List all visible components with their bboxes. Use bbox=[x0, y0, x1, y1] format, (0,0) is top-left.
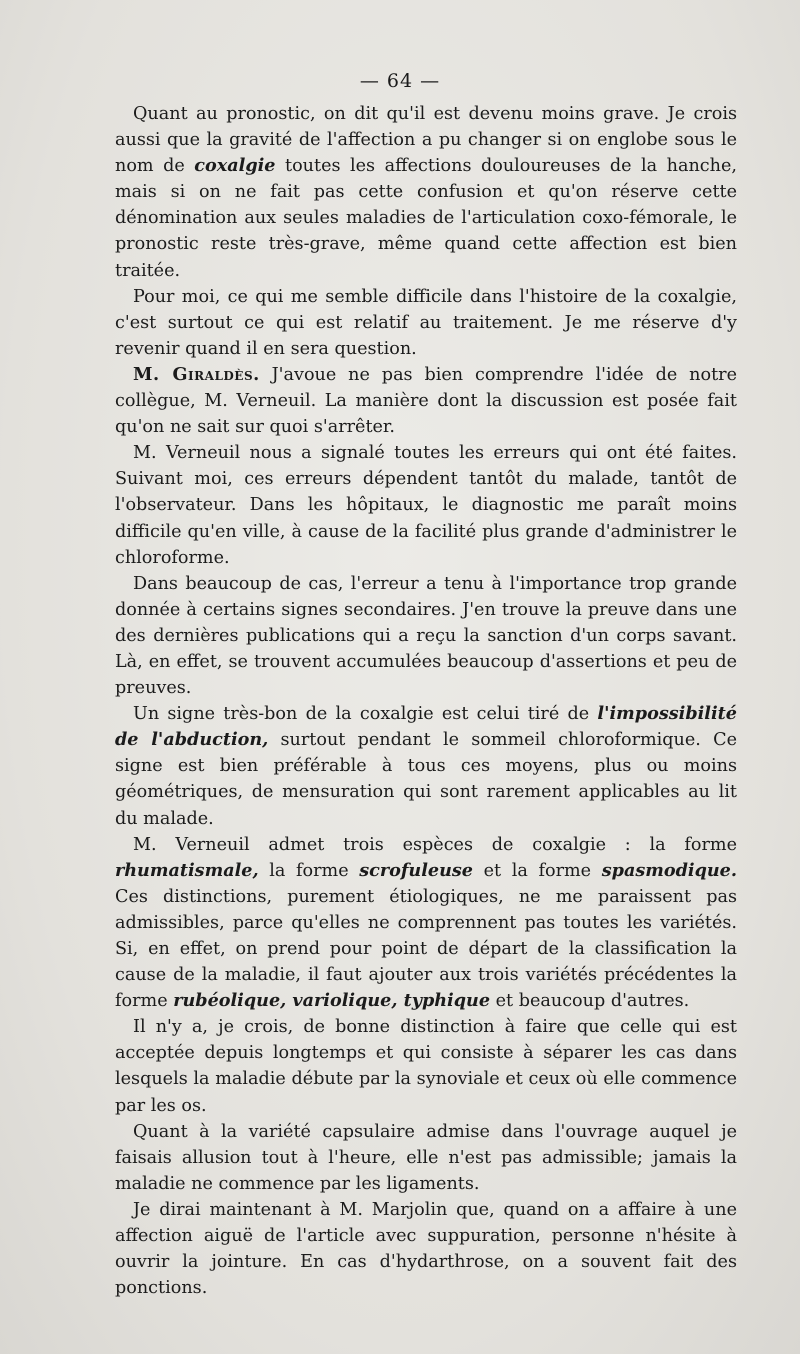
paragraph bbox=[115, 284, 737, 362]
paragraph bbox=[115, 1014, 737, 1118]
text-segment: la forme bbox=[258, 860, 360, 881]
italic-term: l'impossibilité de l'abduction, bbox=[115, 703, 737, 751]
text-segment: et la forme bbox=[472, 860, 602, 881]
text-segment: Je dirai maintenant à M. Marjolin que, quand on a affaire à une affection aiguë de l'article avec suppuration, personne n'hésite à ouvrir la jointure. En cas d'hydarthrose, on a souvent fait des ponctions. bbox=[115, 1199, 737, 1299]
text-segment: Pour moi, ce qui me semble difficile dans l'histoire de la coxalgie, c'est surtout ce qui est relatif au traitement. Je me réserve d'y revenir quand il en sera question. bbox=[115, 286, 737, 359]
page-number: — 64 — bbox=[359, 70, 441, 92]
paragraph bbox=[115, 832, 737, 1015]
italic-term: rubéolique, variolique, typhique bbox=[173, 990, 491, 1012]
text-segment: Il n'y a, je crois, de bonne distinction à faire que celle qui est acceptée depuis longtemps et qui consiste à séparer les cas dans lesquels la maladie débute par la synoviale et ceux où elle commence par les os. bbox=[115, 1017, 737, 1116]
text-segment: Un signe très-bon de la coxalgie est celui tiré de bbox=[133, 704, 598, 725]
paragraph bbox=[115, 1197, 737, 1301]
text-segment: toutes les affections douloureuses de la hanche, mais si on ne fait pas cette confusion et qu'on réserve cette dénomination aux seules maladies de l'articulation coxo-fémorale, le pronostic reste très-grave, même quand cette affection est bien traitée. bbox=[115, 156, 737, 281]
body-text bbox=[115, 101, 737, 1301]
text-segment: M. Verneuil nous a signalé toutes les erreurs qui ont été faites. Suivant moi, ces erreurs dépendent tantôt du malade, tantôt de l'observateur. Dans les hôpitaux, le diagnostic me paraît moins difficile qu'en ville, à cause de la facilité plus grande d'administrer le chloroforme. bbox=[115, 443, 737, 568]
text-segment: Quant à la variété capsulaire admise dans l'ouvrage auquel je faisais allusion tout à l'heure, elle n'est pas admissible; jamais la maladie ne commence par les ligaments. bbox=[115, 1121, 737, 1194]
text-segment: M. Verneuil admet trois espèces de coxalgie : la forme bbox=[133, 834, 737, 855]
italic-term: scrofuleuse bbox=[359, 859, 473, 881]
paragraph bbox=[115, 440, 737, 570]
text-segment: et beaucoup d'autres. bbox=[490, 991, 690, 1012]
paragraph bbox=[115, 101, 737, 284]
speaker-name: M. Giraldès. bbox=[133, 363, 260, 385]
text-segment: Quant au pronostic, on dit qu'il est devenu moins grave. Je crois aussi que la gravité de l'affection a pu changer si on englobe sous le nom de bbox=[115, 104, 737, 177]
paragraph bbox=[115, 1119, 737, 1197]
paragraph bbox=[115, 701, 737, 831]
text-segment: surtout pendant le sommeil chloroformique. Ce signe est bien préférable à tous ces moyens, plus ou moins géométriques, de mensuration qui sont rarement applicables au lit du malade. bbox=[115, 730, 737, 829]
text-segment: Ces distinctions, purement étiologiques, ne me paraissent pas admissibles, parce qu'elles ne comprennent pas toutes les variétés. Si, en effet, on prend pour point de départ de la classification la cause de la maladie, il faut ajouter aux trois variétés précédentes la forme bbox=[115, 886, 737, 1012]
italic-term: spasmodique. bbox=[601, 859, 737, 881]
italic-term: coxalgie bbox=[194, 155, 276, 177]
text-segment: J'avoue ne pas bien comprendre l'idée de notre collègue, M. Verneuil. La manière dont la discussion est posée fait qu'on ne sait sur quoi s'arrêter. bbox=[115, 364, 737, 438]
italic-term: rhumatismale, bbox=[115, 859, 259, 881]
text-segment: Dans beaucoup de cas, l'erreur a tenu à l'importance trop grande donnée à certains signes secondaires. J'en trouve la preuve dans une des dernières publications qui a reçu la sanction d'un corps savant. Là, en effet, se trouvent accumulées beaucoup d'assertions et peu de preuves. bbox=[115, 573, 737, 699]
paragraph bbox=[115, 362, 737, 440]
paragraph bbox=[115, 571, 737, 701]
